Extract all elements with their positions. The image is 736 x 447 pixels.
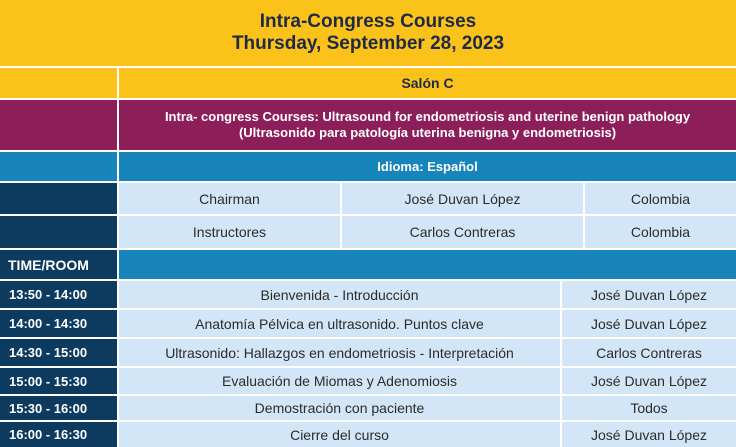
- session-speaker: José Duvan López: [562, 422, 736, 447]
- session-speaker: José Duvan López: [562, 368, 736, 394]
- session-time: 14:30 - 15:00: [0, 339, 117, 366]
- course-title-es: (Ultrasonido para patología uterina benigna y endometriosis): [238, 125, 617, 140]
- staff-left-cell: [0, 216, 117, 248]
- session-speaker: Carlos Contreras: [562, 339, 736, 366]
- session-time: 15:00 - 15:30: [0, 368, 117, 394]
- session-time: 13:50 - 14:00: [0, 281, 117, 308]
- language-label: Idioma: Español: [119, 152, 736, 181]
- title-text: Intra-Congress Courses: [259, 11, 477, 32]
- session-topic: Evaluación de Miomas y Adenomiosis: [119, 368, 560, 394]
- session-time: 15:30 - 16:00: [0, 396, 117, 420]
- course-left-cell: [0, 100, 117, 150]
- session-topic: Demostración con paciente: [119, 396, 560, 420]
- session-time: 16:00 - 16:30: [0, 422, 117, 447]
- staff-country: Colombia: [585, 216, 736, 248]
- page-title: [0, 0, 736, 66]
- session-time: 14:00 - 14:30: [0, 310, 117, 337]
- room-label: Salón C: [119, 68, 736, 98]
- staff-left-cell: [0, 183, 117, 214]
- session-speaker: José Duvan López: [562, 281, 736, 308]
- course-title: [119, 100, 736, 150]
- session-topic: Anatomía Pélvica en ultrasonido. Puntos clave: [119, 310, 560, 337]
- session-speaker: José Duvan López: [562, 310, 736, 337]
- staff-role: Chairman: [119, 183, 340, 214]
- session-speaker: Todos: [562, 396, 736, 420]
- course-title-en: Intra- congress Courses: Ultrasound for endometriosis and uterine benign pathology: [164, 109, 691, 124]
- language-left-cell: [0, 152, 117, 181]
- staff-name: José Duvan López: [342, 183, 583, 214]
- staff-role: Instructores: [119, 216, 340, 248]
- room-left-cell: [0, 68, 117, 98]
- date-text: Thursday, September 28, 2023: [231, 33, 505, 54]
- staff-name: Carlos Contreras: [342, 216, 583, 248]
- time-room-header: TIME/ROOM: [0, 250, 117, 279]
- session-topic: Ultrasonido: Hallazgos en endometriosis - Interpretación: [119, 339, 560, 366]
- session-topic: Bienvenida - Introducción: [119, 281, 560, 308]
- session-topic: Cierre del curso: [119, 422, 560, 447]
- staff-country: Colombia: [585, 183, 736, 214]
- schedule-header-bar: [119, 250, 736, 279]
